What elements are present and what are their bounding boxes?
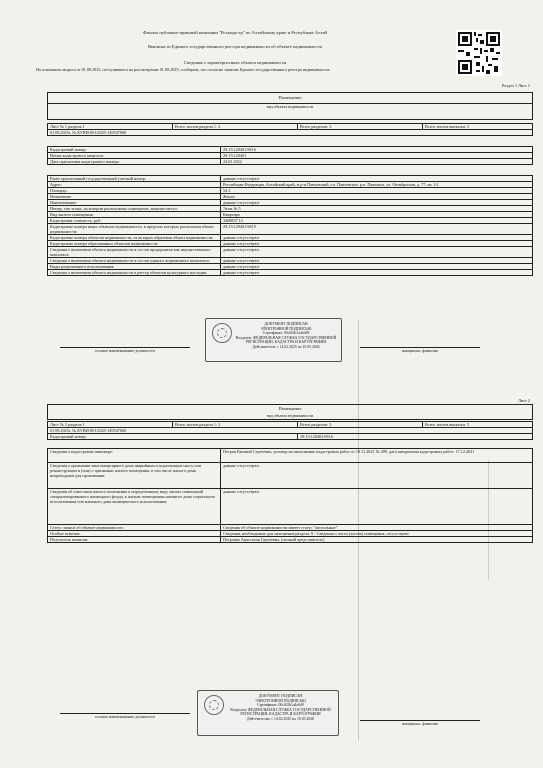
row-label: Назначение: bbox=[48, 194, 221, 200]
row-value: данные отсутствуют bbox=[221, 176, 533, 182]
row-label: Номер кадастрового квартала: bbox=[48, 153, 221, 159]
page1-sheet: Лист № 1 раздела 1 bbox=[48, 124, 173, 130]
row-value: Этаж № 5 bbox=[221, 206, 533, 212]
page1-top-table bbox=[47, 146, 533, 165]
row-label: Сведения о включении объекта недвижимости в состав единого недвижимого комплекса: bbox=[48, 258, 221, 264]
page2-title-box bbox=[47, 404, 533, 420]
row-value: 29:15:120401:9616 bbox=[221, 147, 533, 153]
page1-doc-number: 01.08.2025г. № КУВИ-001/2025-149547600 bbox=[48, 130, 533, 136]
page1-main-table bbox=[47, 175, 533, 276]
page1-sections-total: Всего разделов: 3 bbox=[298, 124, 423, 130]
row-label: Вид жилого помещения: bbox=[48, 212, 221, 218]
page2-sheet-label: Лист 2 bbox=[518, 398, 530, 403]
table-row bbox=[48, 224, 533, 235]
row-label: Виды разрешенного использования: bbox=[48, 264, 221, 270]
page2-sheets-total: Всего листов выписки: 5 bbox=[423, 422, 533, 428]
row-label: Статус записи об объекте недвижимости: bbox=[48, 525, 221, 531]
page2-main-table bbox=[47, 448, 533, 543]
row-value: данные отсутствуют bbox=[221, 463, 533, 489]
table-row bbox=[48, 463, 533, 489]
page2-sections-total: Всего разделов: 3 bbox=[298, 422, 423, 428]
page1-meta-table bbox=[47, 123, 533, 136]
stamp-text: ДОКУМЕНТ ПОДПИСАН ЭЛЕКТРОННОЙ ПОДПИСЬЮ Сертификат: 00c8f2b1a4e0d9 Владелец: ФЕДЕРАЛЬНАЯ СЛУЖБА ГОСУДАРСТВЕННОЙ РЕГИСТРАЦИИ, КАДАСТРА И КАРТОГРАФИИ Действителен: с 14.02.2025 по 10.05.2026 bbox=[235, 322, 337, 349]
row-label: Сведения о включении объекта недвижимости в реестр объектов культурного наследия: bbox=[48, 270, 221, 276]
row-value: Сведения об объекте недвижимости имеют статус "актуальные" bbox=[221, 525, 533, 531]
row-value: Петров Евгений Сергеевич, договор на выполнение кадастровых работ от 18.11.2021 № 289, дата завершения кадастровых работ: 17.12.2021 bbox=[221, 449, 533, 463]
row-label: Сведения о признании многоквартирного дома аварийным и подлежащим сносу или реконструкции и (или) о признании жилого помещения, в том числе жилого дома, непригодным для проживания: bbox=[48, 463, 221, 489]
e-signature-stamp bbox=[205, 318, 342, 362]
page2-meta-table bbox=[47, 421, 533, 440]
emblem-icon bbox=[204, 695, 224, 715]
row-label: Площадь: bbox=[48, 188, 221, 194]
table-row bbox=[48, 159, 533, 165]
row-value: данные отсутствуют bbox=[221, 258, 533, 264]
stamp-text: ДОКУМЕНТ ПОДПИСАН ЭЛЕКТРОННОЙ ПОДПИСЬЮ Сертификат: 00c8f2b1a4e0d9 Владелец: ФЕДЕРАЛЬНАЯ СЛУЖБА ГОСУДАРСТВЕННОЙ РЕГИСТРАЦИИ, КАДАСТРА И КАРТОГРАФИИ Действителен: с 14.02.2025 по 10.05.2026 bbox=[230, 694, 331, 721]
e-signature-stamp bbox=[197, 690, 339, 736]
sign-position-caption: полное наименование должности bbox=[95, 348, 155, 353]
row-label: Получатель выписки: bbox=[48, 537, 221, 543]
section-label: Раздел 1 Лист 1 bbox=[502, 83, 530, 88]
row-value: данные отсутствуют bbox=[221, 247, 533, 258]
row-value: данные отсутствуют bbox=[221, 489, 533, 525]
table-row bbox=[48, 270, 533, 276]
page2-sheet: Лист № 2 раздела 1 bbox=[48, 422, 173, 428]
page2-object-type-caption: вид объекта недвижимости bbox=[266, 413, 314, 418]
sign-name-caption: инициалы, фамилия bbox=[402, 721, 438, 726]
row-value: Квартира bbox=[221, 212, 533, 218]
row-label: Особые отметки: bbox=[48, 531, 221, 537]
row-value: 29:15:120401:9619 bbox=[221, 224, 533, 235]
row-value: 54.3 bbox=[221, 188, 533, 194]
row-label: Ранее присвоенный государственный учетный номер: bbox=[48, 176, 221, 182]
page2-object-type: Помещение bbox=[278, 406, 302, 411]
row-label: Кадастровый номер: bbox=[48, 147, 221, 153]
header-subtitle: Сведения о характеристиках объекта недвижимости bbox=[183, 60, 287, 65]
qr-code bbox=[456, 30, 502, 76]
row-value: Петренко Анастасия Сергеевна, (полный представитель) bbox=[221, 537, 533, 543]
row-label: Кадастровые номера образованных объектов недвижимости: bbox=[48, 241, 221, 247]
row-value: данные отсутствуют bbox=[221, 235, 533, 241]
row-value: данные отсутствуют bbox=[221, 241, 533, 247]
page1-object-type-caption: вид объекта недвижимости bbox=[48, 103, 532, 109]
row-label: Адрес: bbox=[48, 182, 221, 188]
row-value: 24.01.2022 bbox=[221, 159, 533, 165]
table-row bbox=[48, 489, 533, 525]
row-label: Сведения о включении объекта недвижимости в состав предприятия как имущественного комплекса: bbox=[48, 247, 221, 258]
row-label: Наименование: bbox=[48, 200, 221, 206]
sign-name-caption: инициалы, фамилия bbox=[402, 348, 438, 353]
row-label: Дата присвоения кадастрового номера: bbox=[48, 159, 221, 165]
row-value: 29:15:120401:9616 bbox=[298, 434, 533, 440]
row-label: Кадастровые номера иных объектов недвижимости, в пределах которых расположен объект недвижимости: bbox=[48, 224, 221, 235]
page1-object-type: Помещение bbox=[278, 95, 302, 100]
row-value: 3469837.12 bbox=[221, 218, 533, 224]
sign-position-caption: полное наименование должности bbox=[95, 714, 155, 719]
row-label: Номер, тип этажа, на котором расположено помещение, машино-место: bbox=[48, 206, 221, 212]
row-value: данные отсутствуют bbox=[221, 270, 533, 276]
header-title: Выписка из Единого государственного реестра недвижимости об объекте недвижимости bbox=[148, 44, 322, 49]
row-value: данные отсутствуют bbox=[221, 264, 533, 270]
row-label: Кадастровый номер: bbox=[48, 434, 298, 440]
header-office: Филиал публично-правовой компании "Роскадастр" по Алтайскому краю и Республике Алтай bbox=[142, 30, 328, 35]
row-label: Сведения о кадастровом инженере: bbox=[48, 449, 221, 463]
table-row bbox=[48, 434, 533, 440]
header-request: На основании запроса от 01.08.2025, поступившего на рассмотрение 01.08.2025, сообщаем, что согласно записям Единого государственного реестра недвижимости: bbox=[36, 67, 331, 72]
row-label: Кадастровые номера объектов недвижимости, из которых образован объект недвижимости: bbox=[48, 235, 221, 241]
page2-sheets-in-section: Всего листов раздела 1: 2 bbox=[173, 422, 298, 428]
page1-sheets-total: Всего листов выписки: 5 bbox=[423, 124, 533, 130]
table-row bbox=[48, 537, 533, 543]
page1-sheets-in-section: Всего листов раздела 1: 2 bbox=[173, 124, 298, 130]
emblem-icon bbox=[212, 323, 232, 343]
row-value: Российская Федерация, Алтайский край, м.р-н Павловский, г.п. Павловское, р.п. Павловск, ул. Октябрьская, д. 77, кв. 14 bbox=[221, 182, 533, 188]
page1-title-box bbox=[47, 92, 533, 120]
row-value: данные отсутствуют bbox=[221, 200, 533, 206]
row-label: Кадастровая стоимость, руб.: bbox=[48, 218, 221, 224]
table-row bbox=[48, 449, 533, 463]
row-value: Жилое bbox=[221, 194, 533, 200]
table-row bbox=[48, 247, 533, 258]
row-label: Сведения об отнесении жилого помещения к определенному виду жилых помещений специализированного жилищного фонда, к жилым помещениям наемного дома социального использования или наемного дома коммерческого использования: bbox=[48, 489, 221, 525]
row-value: Сведения, необходимые для заполнения раздела: 9 - Сведения о части (частях) помещения, отсутствуют. bbox=[221, 531, 533, 537]
row-value: 29:15:120401 bbox=[221, 153, 533, 159]
page2-doc-number: 01.08.2025г. № КУВИ-001/2025-149547600 bbox=[48, 428, 533, 434]
